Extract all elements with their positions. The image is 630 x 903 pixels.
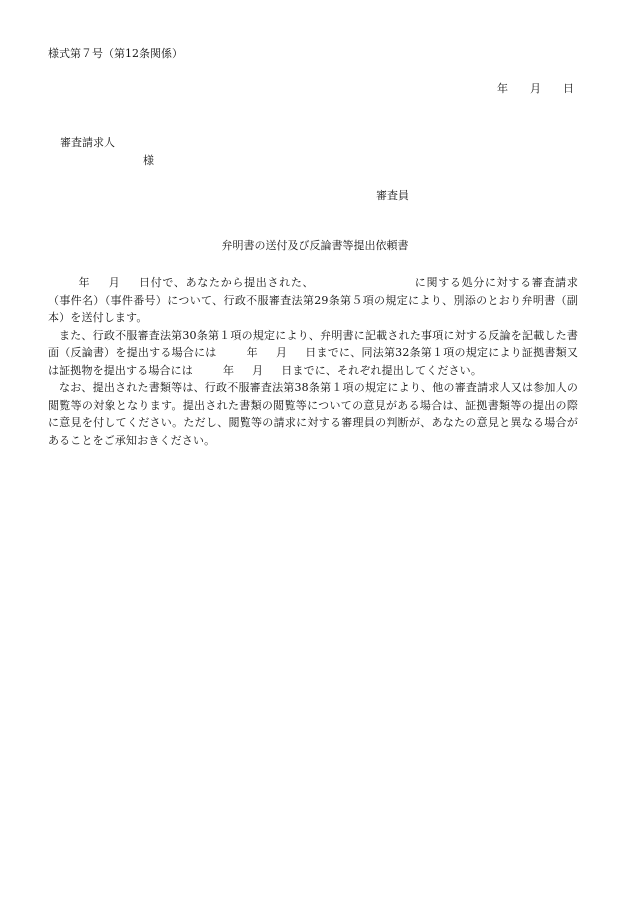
date-day: 日	[563, 82, 574, 95]
p2-month-1: 月	[275, 346, 288, 359]
p2-year-1: 年	[246, 346, 258, 359]
examiner-label: 審査員	[376, 189, 409, 202]
p1-text-2: に関する処分に対する審査請求（事件名）（事件番号）について、行政不服審査法第29条第５項の規定により、別添のとおり弁明書（副本）を送付します。	[48, 276, 579, 324]
p1-text-1: 日付で、あなたから提出された、	[138, 276, 315, 289]
p1-year: 年	[78, 276, 91, 289]
date-year: 年	[497, 82, 508, 95]
p2-year-2: 年	[222, 363, 235, 377]
requester-label: 審査請求人	[60, 136, 115, 149]
date-line	[497, 80, 574, 98]
document-title: 弁明書の送付及び反論書等提出依頼書	[221, 239, 409, 252]
document-body	[48, 274, 578, 449]
paragraph-2	[48, 327, 578, 380]
p2-text-1: また、行政不服審査法第30条第１項の規定により、弁明書に記載された事項に対する反論を記載した書面（反論書）を提出する場合には	[48, 328, 578, 359]
p1-month: 月	[108, 276, 121, 289]
form-number: 様式第７号（第12条関係）	[48, 47, 183, 60]
paragraph-3: なお、提出された書類等は、行政不服審査法第38条第１項の規定により、他の審査請求人又は参加人の閲覧等の対象となります。提出された書類の閲覧等についての意見がある場合は、証拠書類等の提出の際に意見を付してください。ただし、閲覧等の請求に対する審理員の判断が、あなたの意見と異なる場合があることをご承知おきください。	[48, 381, 578, 447]
p2-text-2: 日までに、同法第32条第１項の規定により証拠書類又は証拠物を提出する場合には	[48, 346, 579, 377]
paragraph-1	[48, 274, 578, 327]
p2-text-3: 日までに、それぞれ提出してください。	[281, 363, 482, 377]
date-month: 月	[530, 82, 541, 95]
p2-month-2: 月	[252, 363, 264, 377]
requester-honorific: 様	[143, 154, 154, 167]
